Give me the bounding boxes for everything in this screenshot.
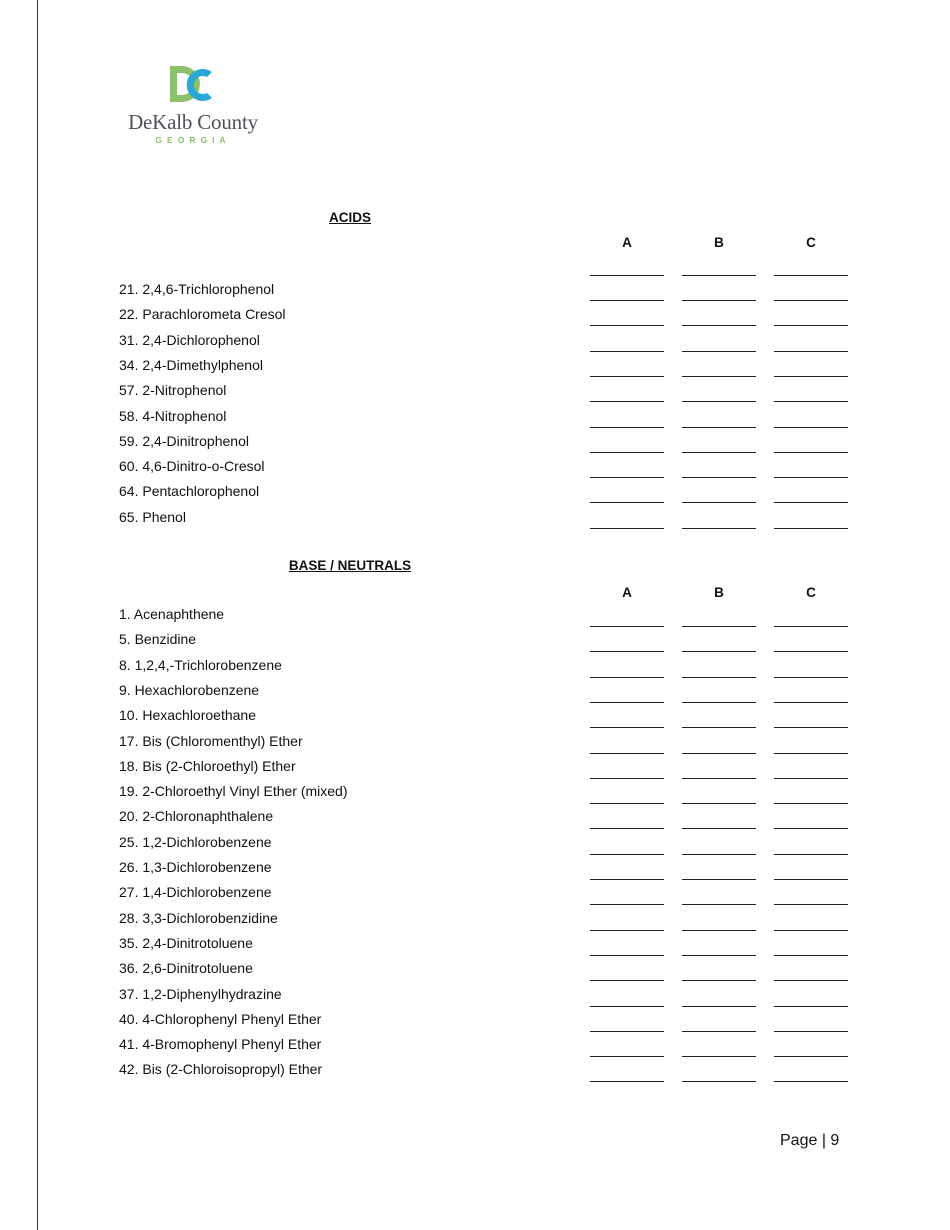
base-neutrals-answer-blank-a[interactable]: [590, 727, 664, 728]
base-neutrals-answer-blank-a[interactable]: [590, 955, 664, 956]
base-neutrals-answer-blank-b[interactable]: [682, 1081, 756, 1082]
acids-answer-blank-c[interactable]: [774, 325, 848, 326]
acids-answer-blank-b[interactable]: [682, 477, 756, 478]
base-neutrals-answer-blank-c[interactable]: [774, 803, 848, 804]
acids-answer-blank-a[interactable]: [590, 528, 664, 529]
base-neutrals-answer-blank-c[interactable]: [774, 727, 848, 728]
base-neutrals-answer-blank-b[interactable]: [682, 854, 756, 855]
acids-answer-blank-c[interactable]: [774, 502, 848, 503]
base-neutrals-answer-blank-c[interactable]: [774, 828, 848, 829]
base-neutrals-answer-blank-b[interactable]: [682, 778, 756, 779]
acids-answer-blank-c[interactable]: [774, 528, 848, 529]
base-neutrals-item-label: 27. 1,4-Dichlorobenzene: [119, 884, 272, 901]
base-neutrals-answer-blank-b[interactable]: [682, 1006, 756, 1007]
dekalb-county-logo: [123, 62, 268, 152]
base-neutrals-answer-blank-b[interactable]: [682, 626, 756, 627]
acids-answer-blank-c[interactable]: [774, 401, 848, 402]
base-neutrals-answer-blank-b[interactable]: [682, 753, 756, 754]
acids-title: ACIDS: [328, 210, 371, 225]
base-neutrals-answer-blank-a[interactable]: [590, 803, 664, 804]
base-neutrals-answer-blank-a[interactable]: [590, 980, 664, 981]
base-neutrals-answer-blank-b[interactable]: [682, 980, 756, 981]
base-neutrals-answer-blank-b[interactable]: [682, 879, 756, 880]
base-neutrals-item-label: 41. 4-Bromophenyl Phenyl Ether: [119, 1036, 322, 1053]
base-neutrals-item-label: 37. 1,2-Diphenylhydrazine: [119, 985, 282, 1002]
acids-answer-blank-a[interactable]: [590, 351, 664, 352]
base-neutrals-answer-blank-a[interactable]: [590, 778, 664, 779]
acids-blank-header-b[interactable]: [682, 275, 756, 276]
base-neutrals-answer-blank-a[interactable]: [590, 1081, 664, 1082]
acids-column-a: A: [622, 235, 632, 250]
base-neutrals-item-label: 18. Bis (2-Chloroethyl) Ether: [119, 757, 296, 774]
base-neutrals-answer-blank-b[interactable]: [682, 727, 756, 728]
base-neutrals-answer-blank-c[interactable]: [774, 879, 848, 880]
base-neutrals-answer-blank-a[interactable]: [590, 677, 664, 678]
base-neutrals-answer-blank-a[interactable]: [590, 904, 664, 905]
base-neutrals-answer-blank-c[interactable]: [774, 980, 848, 981]
acids-answer-blank-b[interactable]: [682, 401, 756, 402]
acids-item-label: 21. 2,4,6-Trichlorophenol: [119, 281, 275, 297]
base-neutrals-answer-blank-c[interactable]: [774, 651, 848, 652]
base-neutrals-answer-blank-c[interactable]: [774, 778, 848, 779]
acids-answer-blank-c[interactable]: [774, 300, 848, 301]
base-neutrals-answer-blank-c[interactable]: [774, 702, 848, 703]
base-neutrals-answer-blank-c[interactable]: [774, 626, 848, 627]
base-neutrals-item-label: 1. Acenaphthene: [119, 606, 225, 622]
base-neutrals-column-a: A: [622, 585, 632, 600]
base-neutrals-item-label: 19. 2-Chloroethyl Vinyl Ether (mixed): [119, 783, 348, 800]
acids-answer-blank-a[interactable]: [590, 300, 664, 301]
base-neutrals-item-label: 28. 3,3-Dichlorobenzidine: [119, 909, 278, 926]
base-neutrals-item-label: 20. 2-Chloronaphthalene: [119, 808, 274, 825]
base-neutrals-item-label: 17. Bis (Chloromenthyl) Ether: [119, 732, 303, 749]
acids-answer-blank-c[interactable]: [774, 452, 848, 453]
base-neutrals-item-label: 42. Bis (2-Chloroisopropyl) Ether: [119, 1061, 323, 1078]
dc-logo-mark-icon: [168, 64, 218, 106]
acids-column-b: B: [714, 235, 724, 250]
acids-answer-blank-a[interactable]: [590, 502, 664, 503]
acids-item-label: 57. 2-Nitrophenol: [119, 382, 227, 399]
base-neutrals-answer-blank-b[interactable]: [682, 803, 756, 804]
base-neutrals-answer-blank-b[interactable]: [682, 677, 756, 678]
acids-item-label: 65. Phenol: [119, 508, 186, 525]
base-neutrals-answer-blank-a[interactable]: [590, 1056, 664, 1057]
base-neutrals-answer-blank-c[interactable]: [774, 1081, 848, 1082]
base-neutrals-item-label: 40. 4-Chlorophenyl Phenyl Ether: [119, 1010, 322, 1027]
base-neutrals-item-label: 25. 1,2-Dichlorobenzene: [119, 833, 272, 850]
base-neutrals-answer-blank-c[interactable]: [774, 677, 848, 678]
base-neutrals-answer-blank-b[interactable]: [682, 828, 756, 829]
base-neutrals-answer-blank-a[interactable]: [590, 930, 664, 931]
acids-column-c: C: [806, 235, 816, 250]
base-neutrals-answer-blank-b[interactable]: [682, 955, 756, 956]
base-neutrals-answer-blank-b[interactable]: [682, 930, 756, 931]
base-neutrals-answer-blank-b[interactable]: [682, 1056, 756, 1057]
acids-answer-blank-b[interactable]: [682, 528, 756, 529]
acids-blank-header-c[interactable]: [774, 275, 848, 276]
base-neutrals-item-label: 26. 1,3-Dichlorobenzene: [119, 859, 272, 875]
base-neutrals-answer-blank-b[interactable]: [682, 702, 756, 703]
base-neutrals-answer-blank-a[interactable]: [590, 1031, 664, 1032]
base-neutrals-item-label: 8. 1,2,4,-Trichlorobenzene: [119, 656, 282, 673]
base-neutrals-answer-blank-c[interactable]: [774, 753, 848, 754]
logo-state-name: GEORGIA: [155, 135, 231, 145]
acids-item-label: 64. Pentachlorophenol: [119, 483, 260, 500]
base-neutrals-answer-blank-c[interactable]: [774, 854, 848, 855]
acids-answer-blank-c[interactable]: [774, 351, 848, 352]
base-neutrals-answer-blank-a[interactable]: [590, 702, 664, 703]
base-neutrals-answer-blank-b[interactable]: [682, 1031, 756, 1032]
acids-answer-blank-b[interactable]: [682, 452, 756, 453]
acids-answer-blank-b[interactable]: [682, 351, 756, 352]
acids-answer-blank-a[interactable]: [590, 427, 664, 428]
acids-answer-blank-b[interactable]: [682, 376, 756, 377]
acids-answer-blank-b[interactable]: [682, 427, 756, 428]
page-number: Page | 9: [780, 1132, 840, 1149]
acids-answer-blank-a[interactable]: [590, 325, 664, 326]
logo-county-name: DeKalb County: [128, 110, 258, 134]
acids-item-label: 60. 4,6-Dinitro-o-Cresol: [119, 458, 265, 475]
acids-answer-blank-b[interactable]: [682, 502, 756, 503]
base-neutrals-title: BASE / NEUTRALS: [288, 558, 412, 573]
acids-item-label: 59. 2,4-Dinitrophenol: [119, 432, 249, 449]
acids-answer-blank-c[interactable]: [774, 427, 848, 428]
acids-item-label: 34. 2,4-Dimethylphenol: [119, 356, 263, 373]
page-border: [37, 0, 38, 1230]
acids-answer-blank-b[interactable]: [682, 300, 756, 301]
base-neutrals-answer-blank-a[interactable]: [590, 854, 664, 855]
base-neutrals-answer-blank-b[interactable]: [682, 651, 756, 652]
acids-item-label: 31. 2,4-Dichlorophenol: [119, 331, 260, 348]
base-neutrals-answer-blank-a[interactable]: [590, 1006, 664, 1007]
base-neutrals-item-label: 10. Hexachloroethane: [119, 707, 256, 724]
acids-answer-blank-a[interactable]: [590, 477, 664, 478]
base-neutrals-item-label: 5. Benzidine: [119, 631, 197, 648]
base-neutrals-item-label: 36. 2,6-Dinitrotoluene: [119, 960, 253, 977]
base-neutrals-answer-blank-a[interactable]: [590, 651, 664, 652]
acids-answer-blank-a[interactable]: [590, 401, 664, 402]
base-neutrals-answer-blank-c[interactable]: [774, 1006, 848, 1007]
base-neutrals-item-label: 35. 2,4-Dinitrotoluene: [119, 934, 253, 951]
acids-blank-header-a[interactable]: [590, 275, 664, 276]
base-neutrals-answer-blank-c[interactable]: [774, 930, 848, 931]
acids-item-label: 58. 4-Nitrophenol: [119, 407, 227, 424]
base-neutrals-column-b: B: [714, 585, 724, 600]
acids-item-label: 22. Parachlorometa Cresol: [119, 306, 286, 323]
base-neutrals-answer-blank-c[interactable]: [774, 904, 848, 905]
base-neutrals-answer-blank-a[interactable]: [590, 828, 664, 829]
base-neutrals-answer-blank-b[interactable]: [682, 904, 756, 905]
acids-answer-blank-c[interactable]: [774, 477, 848, 478]
base-neutrals-column-c: C: [806, 585, 816, 600]
base-neutrals-answer-blank-c[interactable]: [774, 1056, 848, 1057]
base-neutrals-answer-blank-c[interactable]: [774, 1031, 848, 1032]
acids-answer-blank-b[interactable]: [682, 325, 756, 326]
acids-answer-blank-c[interactable]: [774, 376, 848, 377]
base-neutrals-answer-blank-a[interactable]: [590, 753, 664, 754]
base-neutrals-answer-blank-a[interactable]: [590, 879, 664, 880]
base-neutrals-item-label: 9. Hexachlorobenzene: [119, 681, 260, 698]
base-neutrals-answer-blank-c[interactable]: [774, 955, 848, 956]
acids-answer-blank-a[interactable]: [590, 376, 664, 377]
acids-answer-blank-a[interactable]: [590, 452, 664, 453]
base-neutrals-answer-blank-a[interactable]: [590, 626, 664, 627]
